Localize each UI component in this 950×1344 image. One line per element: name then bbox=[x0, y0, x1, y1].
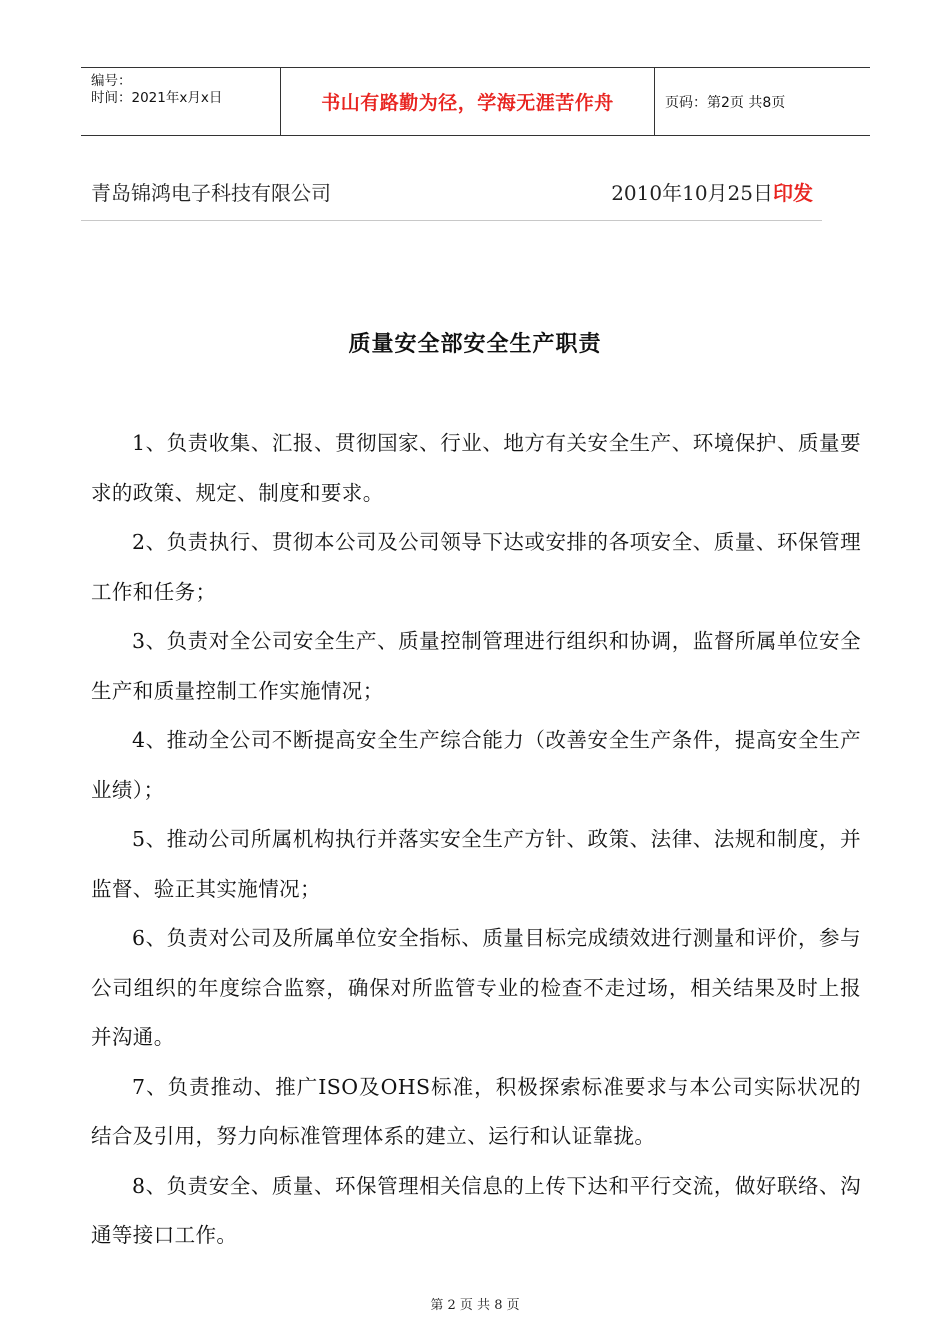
serial-number-label: 编号： bbox=[91, 73, 132, 89]
company-name: 青岛锦鸿电子科技有限公司 bbox=[91, 181, 331, 205]
paragraph-6: 6、负责对公司及所属单位安全指标、质量目标完成绩效进行测量和评价，参与公司组织的年度综合监察，确保对所监管专业的检查不走过场，相关结果及时上报并沟通。 bbox=[91, 926, 861, 1049]
paragraph-8: 8、负责安全、质量、环保管理相关信息的上传下达和平行交流，做好联络、沟通等接口工作。 bbox=[91, 1173, 861, 1247]
header-table bbox=[81, 67, 870, 136]
issue-date: 2010年10月25日 bbox=[611, 181, 773, 205]
issued-mark: 印发 bbox=[773, 181, 813, 205]
header-meta-cell bbox=[81, 68, 281, 135]
paragraph-1: 1、负责收集、汇报、贯彻国家、行业、地方有关安全生产、环境保护、质量要求的政策、规定、制度和要求。 bbox=[91, 431, 861, 505]
document-title: 质量安全部安全生产职责 bbox=[348, 331, 602, 357]
paragraph-7: 7、负责推动、推广ISO及OHS标准，积极探索标准要求与本公司实际状况的结合及引用，努力向标准管理体系的建立、运行和认证靠拢。 bbox=[91, 1074, 861, 1148]
issue-date-line bbox=[611, 177, 813, 206]
divider bbox=[81, 220, 822, 221]
paragraph-4: 4、推动全公司不断提高安全生产综合能力（改善安全生产条件，提高安全生产业绩）； bbox=[91, 728, 861, 802]
paragraph-5: 5、推动公司所属机构执行并落实安全生产方针、政策、法律、法规和制度，并监督、验正其实施情况； bbox=[91, 827, 861, 901]
document-body bbox=[91, 419, 861, 1261]
paragraph-3: 3、负责对全公司安全生产、质量控制管理进行组织和协调，监督所属单位安全生产和质量控制工作实施情况； bbox=[91, 629, 861, 703]
paragraph-2: 2、负责执行、贯彻本公司及公司领导下达或安排的各项安全、质量、环保管理工作和任务； bbox=[91, 530, 861, 604]
header-motto: 书山有路勤为径，学海无涯苦作舟 bbox=[281, 68, 655, 135]
date-label: 时间：2021年x月x日 bbox=[91, 90, 223, 106]
header-page-info: 页码：第2页 共8页 bbox=[665, 94, 786, 111]
page-footer: 第 2 页 共 8 页 bbox=[430, 1298, 520, 1313]
